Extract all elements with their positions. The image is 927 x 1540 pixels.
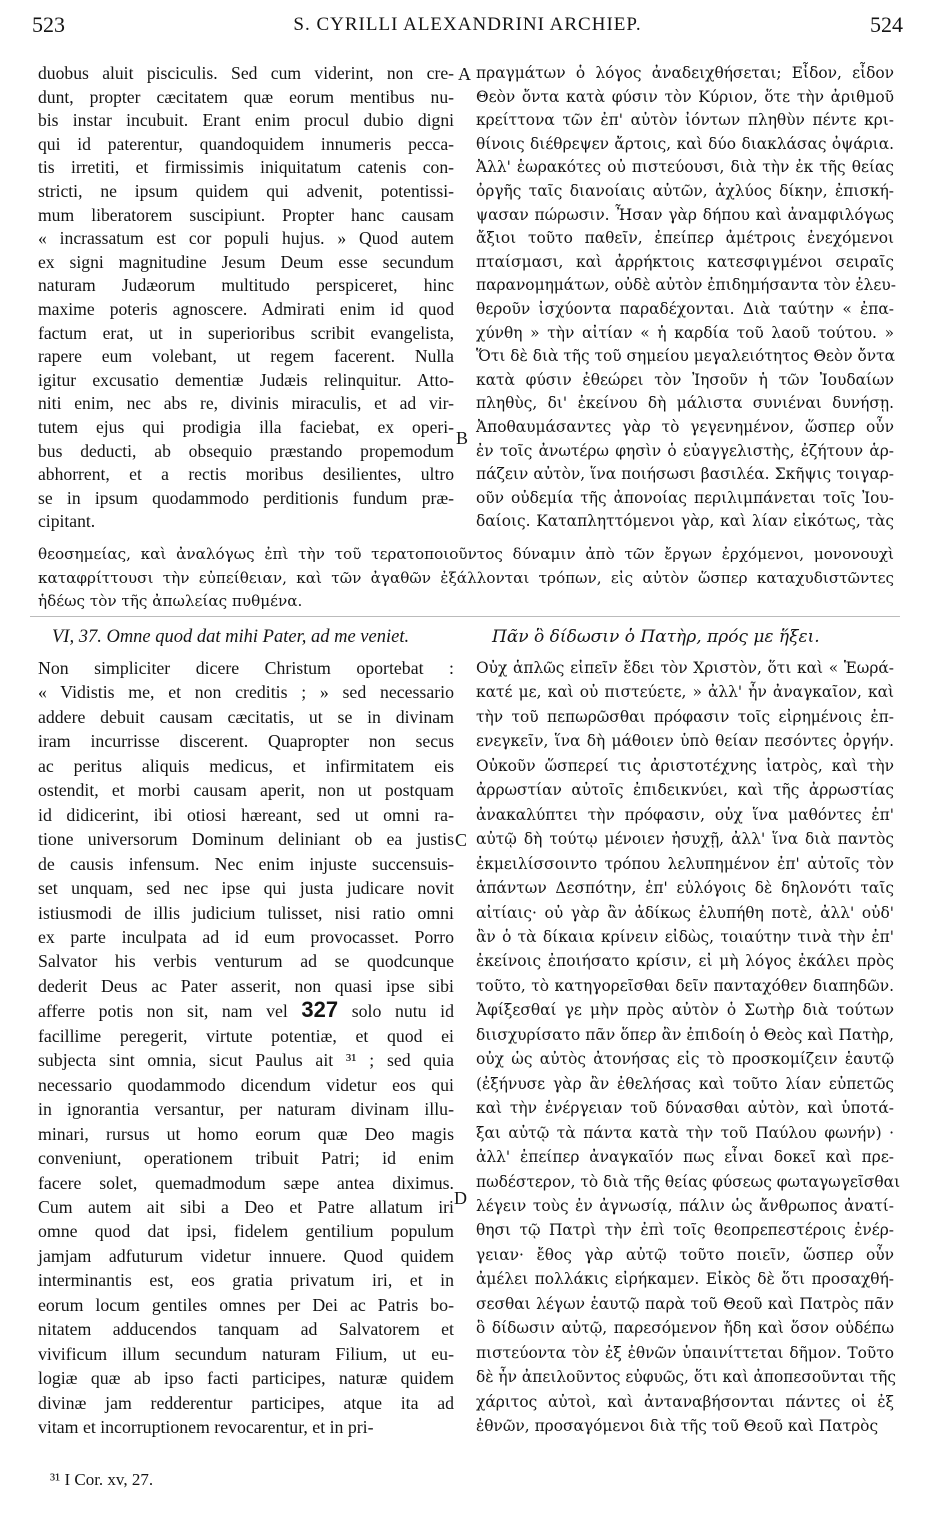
text-line: θησι τῷ Πατρὶ τὴν ἐπὶ τοῖς θεοπρεπεστέροις ἐνέρ- — [476, 1221, 894, 1240]
text-line: πληθὺς, δι' ἐκείνου δὴ μάλιστα συνιέναι δυνήσῃ. — [476, 394, 894, 413]
text-line: παρανομημάτων, οὐδὲ αὐτὸν ἐπιδημήσαντα τὸν ἐλευ- — [476, 276, 896, 295]
text-line: vitam et incorruptionem revocarentur, et in pri- — [38, 1417, 374, 1438]
text-line: Non simpliciter dicere Christum oportebat : — [38, 658, 454, 678]
text-line: tis irretiti, et firmissimis iniquitatum catenis con- — [38, 157, 454, 178]
text-line: καταφρίττουσι τὴν εὐπείθειαν, καὶ τῶν ἀγαθῶν ἐξάλλονται τρόπων, εἰς αὐτὸν ὥσπερ καταχυδιστῶντες — [38, 568, 894, 587]
text-line: οὐχ ὡς αὐτὸς ἀτονήσας εἰς τὸ προσκομίζειν ἑαυτῷ — [476, 1050, 894, 1069]
text-line: ἀνακαλύπτει τὴν πρόφασιν, οὐχ ἵνα μαθόντες ἐπ' — [476, 805, 894, 824]
text-line: tione universorum Dominum deliniant ob ea justis — [38, 829, 454, 850]
text-line: maxime poteris agnoscere. Admirati enim id quod — [38, 298, 454, 319]
text-line: Salvator his verbis venturum ad se quodcunque — [38, 951, 454, 972]
text-line: (ἐξήνυσε γὰρ ἂν ἐθελήσας καὶ τοῦτο λίαν εὐπετῶς — [476, 1074, 894, 1093]
text-line: ex signi magnitudine Jesum Deum esse secundum — [38, 251, 454, 272]
text-line: id didicerint, ibi otiosi hæreant, sed ut omni ra- — [38, 804, 454, 825]
text-line: ξαι αὐτῷ τὰ πάντα κατὰ τὴν τοῦ Παύλου φωνήν) · — [476, 1123, 894, 1142]
text-line: πάζειν αὐτὸν, ἵνα ποιήσωσι βασιλέα. Σκῆψις τοιγαρ- — [476, 465, 894, 484]
text-line: πωδέστερον, τὸ διὰ τῆς θείας φύσεως φωταγωγεῖσθαι — [476, 1172, 901, 1191]
text-line: Ἀποθαυμάσαντες γὰρ τὸ γεγενημένον, ὥσπερ οὖν — [476, 417, 894, 436]
text-line: διισχυρίσατο πᾶν ὅπερ ἂν ἐπιδοίη ὁ Θεὸς καὶ Πατὴρ, — [476, 1025, 894, 1044]
text-line: ὀργῆς ταῖς διανοίαις αὐτῶν, ἀχλύος δίκην, ἐπισκή- — [476, 181, 894, 200]
text-line: ἂν ὁ τὰ δίκαια κρίνειν εἰδὼς, τοιαύτην τινὰ τὴν ἐπ' — [476, 927, 894, 946]
text-line: ἄξιοι τοῦτο παθεῖν, ἐπείπερ ἀμέτροις ἐνεχόμενοι — [476, 229, 894, 248]
text-line: subjecta sint omnia, sicut Paulus ait ³¹ ; sed quia — [38, 1050, 454, 1071]
text-line: facillime peregerit, virtute potentiæ, et quod ei — [38, 1025, 454, 1046]
text-line: bus deducti, ab obsequio præstando propemodum — [38, 440, 454, 461]
latin-column-top — [38, 62, 454, 534]
text-line: κρείττονα τῶν ἐπ' αὐτὸν ἰόντων πληθὺν πέντε κρι- — [476, 111, 894, 130]
text-line: γειαν· ἔθος γὰρ αὐτῷ τοῦτο ποιεῖν, ὥσπερ οὖν — [476, 1245, 894, 1264]
text-line: divinæ jam redderentur participes, atque ita ad — [38, 1392, 454, 1413]
text-line: rapere eum volebant, ut regem facerent. Nulla — [38, 346, 454, 367]
text-line: ostendit, et morbi causam aperit, non ut postquam — [38, 780, 454, 801]
text-line: πραγμάτων ὁ λόγος ἀναδειχθήσεται; Εἶδον, εἶδον — [476, 64, 894, 82]
text-line: naturam Judæorum multitudo perspiceret, hinc — [38, 275, 454, 296]
text-line: ψασαν πώρωσιν. Ἦσαν γὰρ δήπου καὶ ἀναμφιλόγως — [476, 205, 894, 224]
text-line: ἡδέως τὸν τῆς ἀπωλείας πυθμένα. — [38, 592, 303, 611]
text-line: ἀμέλει πολλάκις εἰρήκαμεν. Εἰκὸς δὲ ὅτι προσαχθή- — [476, 1270, 894, 1289]
text-line: κατὰ φύσιν ἐθεώρει τὸν Ἰησοῦν ἡ τῶν Ἰουδαίων — [476, 370, 894, 389]
text-line: factum erat, ut in superioribus scribit evangelista, — [38, 322, 454, 343]
text-line: de causis infensum. Nec enim injuste succensuis- — [38, 853, 454, 874]
text-line: nitatem adducendos tanquam ad Salvatorem et — [38, 1319, 454, 1340]
text-line: καὶ τὴν ἐνέργειαν τοῦ δύνασθαι αὐτὸν, καὶ ὑποτά- — [476, 1099, 894, 1118]
text-line: istiusmodi de illis judicium tulisset, nisi ratio omni — [38, 902, 454, 923]
text-line: set unquam, sed nec ipse qui justa judicare novit — [38, 878, 454, 899]
text-line: θεροῦν ἰσχύοντα παραδέχονται. Διὰ ταύτην « ἐπα- — [476, 299, 894, 318]
text-line: Οὐκοῦν ὥσπερεί τις ἀριστοτέχνης ἰατρὸς, καὶ τὴν — [476, 756, 894, 775]
text-line: iram incurrisse discerent. Quapropter non secus — [38, 731, 454, 752]
margin-letter-d: D — [454, 1188, 467, 1208]
text-line: ex parte inculpata ad id eum provocasset. Porro — [38, 926, 454, 947]
text-line: bis instar incubuit. Erant enim procul dubio digni — [38, 110, 454, 131]
text-line: ἐν τοῖς ἀνωτέρω φησὶν ὁ εὐαγγελιστὴς, ἐζήτουν ἁρ- — [476, 441, 894, 460]
text-line: ἐθνῶν, προσαγόμενοι διὰ τῆς τοῦ Θεοῦ καὶ Πατρὸς — [476, 1417, 879, 1436]
text-line: dederit Deus ac Pater asserit, non quasi ipse sibi — [38, 975, 454, 996]
greek-column-top — [476, 62, 894, 534]
text-line: δαίοις. Καταπληττόμενοι γὰρ, καὶ λίαν εἰκότως, τὰς — [476, 512, 894, 531]
text-fragment: afferre potis non sit, nam vel — [38, 1001, 288, 1022]
text-line: Ἀφίξεσθαί γε μὴν πρὸς αὐτὸν ὁ Σωτὴρ διὰ τούτων — [476, 1001, 894, 1020]
text-line: τοῦτο, τὸ κατηγορεῖσθαι δεῖν πανταχόθεν διαπηδῶν. — [476, 976, 894, 995]
text-line: ἐκμειλίσσοιντο τρόπου λελυπημένον ἐπ' αὐτοῖς τὸν — [476, 854, 894, 873]
text-line: vivificum illum secundum naturam Filium, ut eu- — [38, 1343, 454, 1364]
text-line: facere solet, quemadmodum sæpe antea diximus. — [38, 1172, 454, 1193]
page-number-right: 524 — [870, 12, 903, 37]
text-line: se in ipsum quodammodo perditionis fundum præ- — [38, 487, 454, 508]
text-line: mum liberatorem suscipiunt. Propter hanc causam — [38, 204, 454, 225]
text-line: niti enim, nec abs re, divinis miraculis, et ad vir- — [38, 393, 454, 414]
text-line: jamjam adfuturum videtur innuere. Quod quidem — [38, 1245, 454, 1266]
text-line: minari, rursus ut homo eorum quæ Deo magis — [38, 1123, 454, 1144]
text-line: Ὅτι δὲ διὰ τῆς τοῦ σημείου μεγαλειότητος Θεὸν ὄντα — [476, 347, 896, 366]
text-line: πταίσμασι, καὶ ἀρρήκτοις κατεσφιγμένοι σειραῖς — [476, 252, 894, 271]
text-line: eorum locum gentiles omnes per Dei ac Patris bo- — [38, 1294, 454, 1315]
latin-column-bottom — [38, 656, 454, 1440]
text-line: duobus aluit pisciculis. Sed cum viderint, non cre- — [38, 63, 454, 83]
text-line: conveniunt, operationem tribuit Patri; id enim — [38, 1148, 454, 1169]
text-line: igitur excusatio dementiæ Judæis relinquitur. Atto- — [38, 369, 454, 390]
text-line: ἀρρωστίαν αὐτοῖς ἐπιδεικνύει, καὶ τῆς ἀρρωστίας — [476, 781, 894, 800]
text-fragment: solo nutu id — [351, 1001, 454, 1022]
margin-letter-c: C — [455, 830, 468, 850]
text-line: πιστεύοντα τὸν ἐξ ἐθνῶν ὑπαινίττεται δῆμον. Τοῦτο — [476, 1343, 894, 1362]
text-line: αἰτίαις· οὐ γὰρ ἂν ἀδίκως ἐλυπήθη ποτὲ, ἀλλ' οὐδ' — [476, 903, 894, 922]
text-line: αὐτῷ δὴ τούτῳ μένοιεν ἠσυχῇ, ἀλλ' ἵνα διὰ παντὸς — [476, 830, 894, 849]
text-line: tutem ejus qui prodigia illa faciebat, ex operi- — [38, 416, 454, 437]
text-line: θεοσημείας, καὶ ἀναλόγως ἐπὶ τὴν τοῦ τερατοποιοῦντος δύναμιν ἀπὸ τῶν ἔργων ἐρχόμενοι, μονονουχὶ — [38, 545, 894, 563]
text-line: ὃ δίδωσιν αὐτῷ, παρεσόμενον ἤδη καὶ ὅσον οὐδέπω — [476, 1319, 894, 1338]
text-line: τὴν τοῦ πεπωρῶσθαι πρόφασιν τοῖς εἰρημένοις ἐπ- — [476, 707, 894, 726]
running-title: S. CYRILLI ALEXANDRINI ARCHIEP. — [293, 14, 642, 35]
footnote: ³¹ I Cor. xv, 27. — [50, 1470, 154, 1489]
page-number-left: 523 — [32, 12, 65, 37]
text-line: Οὐχ ἁπλῶς εἰπεῖν ἔδει τὸν Χριστὸν, ὅτι καὶ « Ἑωρά- — [476, 659, 894, 677]
text-line: σεσθαι λέγων ἑαυτῷ παρὰ τοῦ Θεοῦ καὶ Πατρὸς πᾶν — [476, 1294, 894, 1313]
text-line: cipitant. — [38, 511, 96, 532]
text-line: dunt, propter cæcitatem quæ eorum mentibus nu- — [38, 86, 454, 107]
text-line: stricti, ne ipsum quidem qui advenit, potentissi- — [38, 180, 454, 201]
text-line: Θεὸν ὄντα κατὰ φύσιν τὸν Κύριον, ὅτε τὴν ἀριθμοῦ — [476, 87, 894, 106]
text-line: ἀλλ' ἐπείπερ ἀναγκαῖόν πως εἶναι δοκεῖ καὶ πρε- — [476, 1148, 894, 1167]
text-line: θίνοις διέθρεψεν ἄρτοις, καὶ δύο διακλάσας ὀψάρια. — [476, 134, 894, 153]
text-line: omne quod dat ipsi, fidelem gentilium populum — [38, 1221, 454, 1242]
greek-full-width-paragraph — [38, 543, 894, 614]
text-line: abhorrent, et a rectis moribus desilientes, ultro — [38, 464, 454, 485]
text-line: οῦν οὐδεμία τῆς ἀπονοίας περιλιμπάνεται τοῖς Ἰου- — [476, 488, 894, 507]
inline-page-number: 327 — [301, 997, 339, 1023]
text-line: χάριτος αὐτοὶ, καὶ ἀνταναβήσονται πάντες οἱ ἐξ — [476, 1392, 894, 1411]
text-line: ἐκείνοις ἐποιήσατο κρίσιν, εἰ μὴ λόγος ἐκάλει πρὸς — [476, 952, 894, 971]
section-heading-greek: Πᾶν ὃ δίδωσιν ὁ Πατὴρ, πρός με ἥξει. — [492, 627, 820, 647]
margin-letter-b: B — [456, 428, 469, 448]
running-header — [32, 12, 903, 42]
text-line: λέγειν τοὺς ἐν ἀγνωσίᾳ, πάλιν ὡς ἄνθρωπος ἀνατί- — [476, 1196, 894, 1215]
text-line: necessario quodammodo dicendum videtur eos qui — [38, 1074, 454, 1095]
text-line: logiæ quæ ab ipso facti participes, naturæ quidem — [38, 1368, 454, 1389]
margin-letter-a: A — [458, 64, 471, 84]
text-line-with-page-number — [38, 998, 454, 1023]
text-line: interminantis est, eos gratia privatum iri, et in — [38, 1270, 454, 1291]
text-line: ac peritus aliquis medicus, et infirmitatem eis — [38, 755, 454, 776]
text-line: δὲ ἦν ἀπειλοῦντος εὐφυῶς, ὅτι καὶ ἀποπεσοῦνται τῆς — [476, 1368, 897, 1387]
text-line: in ignorantia versantur, per naturam divinam illu- — [38, 1099, 454, 1120]
text-line: Cum autem ait sibi a Deo et Patre allatum iri — [38, 1196, 454, 1217]
text-line: Ἀλλ' ἑωρακότες οὐ πιστεύουσι, διὰ τὴν ἐκ τῆς θείας — [476, 158, 894, 177]
text-line: χύνθη » τὴν αἰτίαν « ἡ καρδία τοῦ λαοῦ τούτου. » — [476, 323, 894, 342]
text-line: qui id paterentur, quandoquidem innumeris pecca- — [38, 133, 454, 154]
text-line: ενεγκεῖν, ἵνα δὴ μάθοιεν ὑπὸ θείαν πεσόντες ὀργήν. — [476, 732, 894, 751]
text-line: κατέ με, καὶ οὐ πιστεύετε, » ἀλλ' ἦν ἀναγκαῖον, καὶ — [476, 683, 894, 702]
greek-column-bottom — [476, 656, 901, 1439]
section-divider — [30, 616, 900, 617]
text-line: addere debuit causam cæcitatis, ut se in divinam — [38, 706, 454, 727]
text-line: « Vidistis me, et non creditis ; » sed necessario — [38, 682, 454, 703]
text-line: ἁπάντων Δεσπότην, ἐπ' εὐλόγοις δὲ δηλονότι ταῖς — [476, 879, 894, 898]
text-line: « incrassatum est cor populi hujus. » Quod autem — [38, 228, 454, 249]
section-heading-latin: VI, 37. Omne quod dat mihi Pater, ad me veniet. — [52, 627, 410, 647]
